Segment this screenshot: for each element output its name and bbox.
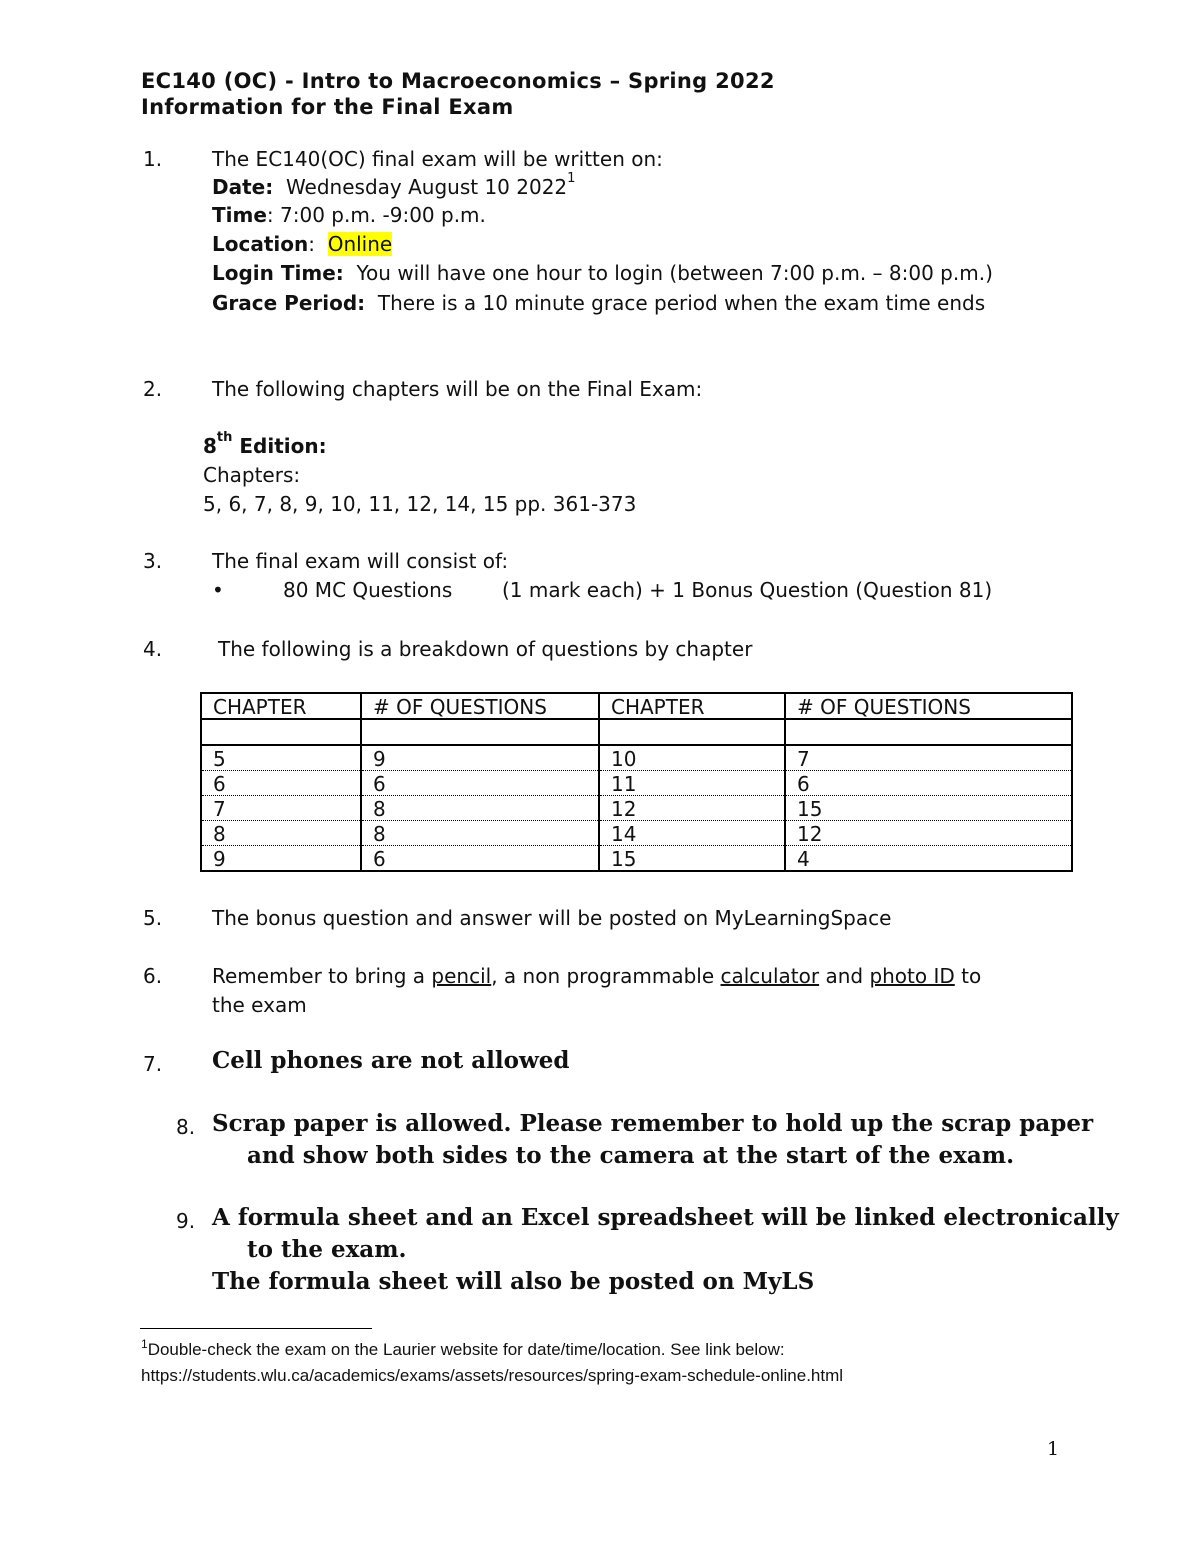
item-9-number: 9. xyxy=(176,1209,196,1233)
exam-location xyxy=(212,232,392,256)
login-time xyxy=(212,261,993,285)
table-cell: 9 xyxy=(361,745,599,771)
page-number: 1 xyxy=(1047,1438,1060,1460)
table-blank-row xyxy=(201,719,1072,745)
document-title: EC140 (OC) - Intro to Macroeconomics – Spring 2022 xyxy=(141,69,775,93)
login-value: You will have one hour to login (between 7:00 p.m. – 8:00 p.m.) xyxy=(356,261,993,285)
location-label: Location xyxy=(212,232,309,256)
item-2-intro: The following chapters will be on the Final Exam: xyxy=(212,377,703,401)
location-value: Online xyxy=(327,232,393,256)
item-6-line-2: the exam xyxy=(212,993,307,1017)
time-label: Time xyxy=(212,203,267,227)
mc-questions: 80 MC Questions xyxy=(283,578,453,602)
pencil-text: pencil xyxy=(431,964,492,988)
table-cell: 6 xyxy=(201,771,361,796)
location-sep: : xyxy=(308,232,315,256)
table-row xyxy=(201,846,1072,872)
exam-time xyxy=(212,203,486,227)
table-cell: 7 xyxy=(785,745,1072,771)
table-cell: 5 xyxy=(201,745,361,771)
table-cell: 12 xyxy=(785,821,1072,846)
item-9-line-2: to the exam. xyxy=(247,1236,407,1263)
grace-period xyxy=(212,291,985,315)
table-cell: 12 xyxy=(599,796,785,821)
grace-value: There is a 10 minute grace period when the exam time ends xyxy=(377,291,986,315)
footnote-separator xyxy=(140,1328,372,1329)
table-cell: 6 xyxy=(361,846,599,872)
table-header: # OF QUESTIONS xyxy=(361,693,599,719)
table-row xyxy=(201,821,1072,846)
footnote-text: $^1$Double-check the exam on the Laurier website for date/time/location. See link below: xyxy=(141,1337,785,1359)
date-label: Date: xyxy=(212,175,274,199)
edition-heading: 8th Edition: xyxy=(203,430,327,458)
table-cell: 7 xyxy=(201,796,361,821)
table-row xyxy=(201,796,1072,821)
chapters-list: 5, 6, 7, 8, 9, 10, 11, 12, 14, 15 pp. 361-373 xyxy=(203,492,637,516)
item-8-number: 8. xyxy=(176,1115,196,1139)
login-label: Login Time: xyxy=(212,261,344,285)
footnote-url[interactable]: https://students.wlu.ca/academics/exams/assets/resources/spring-exam-schedule-online.html xyxy=(141,1366,844,1385)
item-1-intro: The EC140(OC) final exam will be written on: xyxy=(212,147,663,171)
date-value: Wednesday August 10 2022 xyxy=(285,175,568,199)
item-7-text: Cell phones are not allowed xyxy=(212,1047,570,1074)
table-cell: 10 xyxy=(599,745,785,771)
table-cell: 8 xyxy=(361,796,599,821)
table-cell: 15 xyxy=(599,846,785,872)
table-header: CHAPTER xyxy=(599,693,785,719)
table-row xyxy=(201,745,1072,771)
bullet-icon: • xyxy=(212,578,224,602)
item-3-number: 3. xyxy=(143,549,163,573)
item-7-number: 7. xyxy=(143,1052,163,1076)
table-cell: 14 xyxy=(599,821,785,846)
table-cell: 15 xyxy=(785,796,1072,821)
table-header-row xyxy=(201,693,1072,719)
chapters-label: Chapters: xyxy=(203,463,301,487)
chapter-breakdown-table xyxy=(200,692,1073,872)
time-value: : 7:00 p.m. -9:00 p.m. xyxy=(266,203,486,227)
item-9-line-1: A formula sheet and an Excel spreadsheet will be linked electronically xyxy=(212,1204,1119,1231)
mc-detail: (1 mark each) + 1 Bonus Question (Question 81) xyxy=(502,578,993,602)
calculator-text: calculator xyxy=(720,964,820,988)
item-2-number: 2. xyxy=(143,377,163,401)
document-subtitle: Information for the Final Exam xyxy=(141,95,514,119)
item-9-line-3: The formula sheet will also be posted on MyLS xyxy=(212,1268,815,1295)
table-cell: 6 xyxy=(785,771,1072,796)
item-1-number: 1. xyxy=(143,147,163,171)
photo-id-text: photo ID xyxy=(869,964,955,988)
table-cell: 11 xyxy=(599,771,785,796)
table-cell: 4 xyxy=(785,846,1072,872)
table-row xyxy=(201,771,1072,796)
table-header: CHAPTER xyxy=(201,693,361,719)
item-6-line-1: Remember to bring a pencil, a non programmable calculator and photo ID to xyxy=(212,964,982,988)
item-8-line-1: Scrap paper is allowed. Please remember to hold up the scrap paper xyxy=(212,1110,1094,1137)
table-cell: 8 xyxy=(201,821,361,846)
item-5-text: The bonus question and answer will be posted on MyLearningSpace xyxy=(212,906,892,930)
table-header: # OF QUESTIONS xyxy=(785,693,1072,719)
table-cell: 6 xyxy=(361,771,599,796)
table-cell: 9 xyxy=(201,846,361,872)
item-5-number: 5. xyxy=(143,906,163,930)
date-footnote-ref: 1 xyxy=(567,171,576,186)
table-cell: 8 xyxy=(361,821,599,846)
item-8-line-2: and show both sides to the camera at the start of the exam. xyxy=(247,1142,1015,1169)
grace-label: Grace Period: xyxy=(212,291,366,315)
item-3-intro: The final exam will consist of: xyxy=(212,549,509,573)
item-4-number: 4. xyxy=(143,637,163,661)
item-6-number: 6. xyxy=(143,964,163,988)
exam-date xyxy=(212,171,576,199)
item-4-intro: The following is a breakdown of questions by chapter xyxy=(218,637,753,661)
